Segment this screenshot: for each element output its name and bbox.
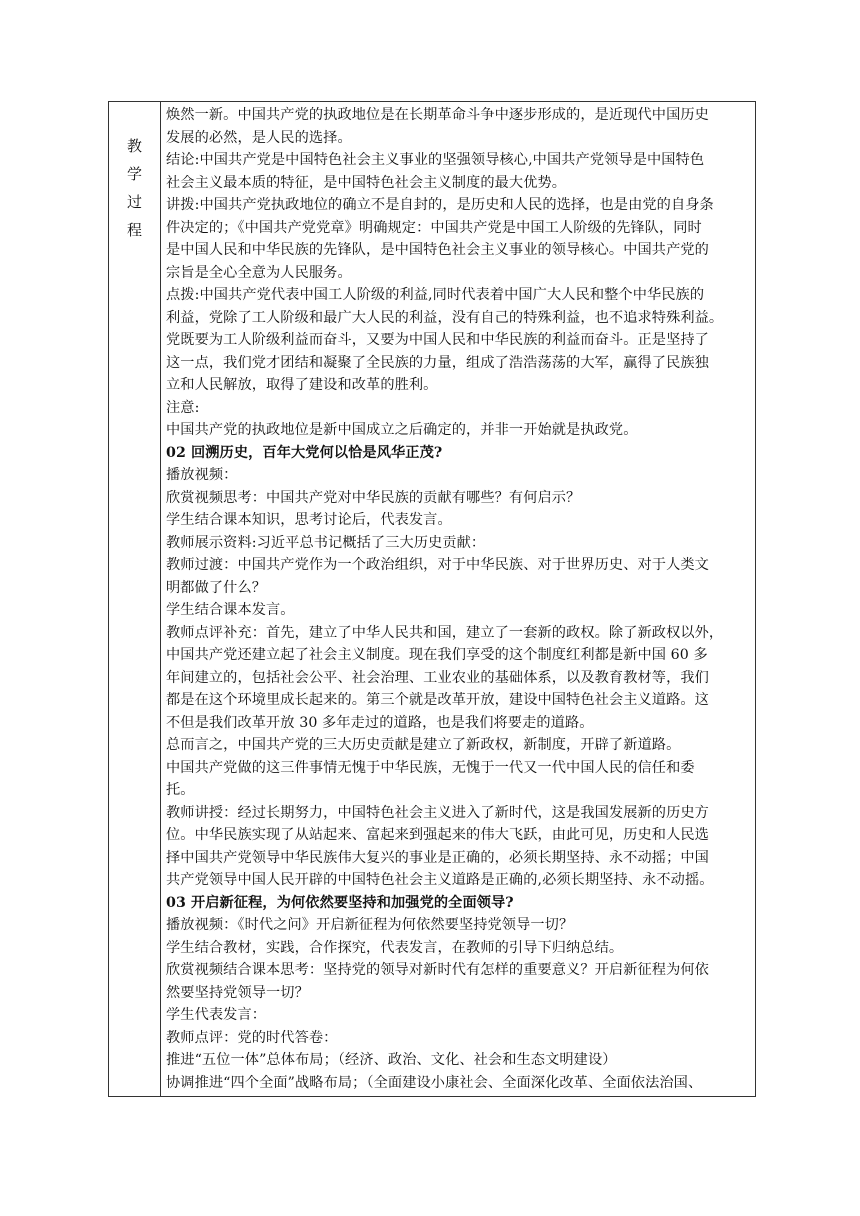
text-line: 件决定的；《中国共产党党章》明确规定：中国共产党是中国工人阶级的先锋队，同时 [166, 219, 702, 236]
column-divider [160, 102, 161, 1096]
text-line: 宗旨是全心全意为人民服务。 [166, 264, 352, 281]
section-label-char: 学 [126, 165, 142, 183]
text-line: 学生结合课本知识，思考讨论后，代表发言。 [166, 512, 452, 528]
text-line: 党既要为工人阶级利益而奋斗，又要为中国人民和中华民族的利益而奋斗。正是坚持了 [166, 332, 709, 348]
lesson-content [166, 104, 756, 1094]
text-line: 托。 [166, 782, 195, 798]
text-line: 总而言之，中国共产党的三大历史贡献是建立了新政权，新制度，开辟了新道路。 [166, 737, 681, 753]
text-line: 教师点评补充：首先，建立了中华人民共和国，建立了一套新的政权。除了新政权以外， [166, 624, 724, 641]
text-line: 这一点，我们党才团结和凝聚了全民族的力量，组成了浩浩荡荡的大军，赢得了民族独 [166, 354, 709, 371]
text-line: 注意: [166, 399, 200, 416]
text-line: 点拨:中国共产党代表中国工人阶级的利益,同时代表着中国广大人民和整个中华民族的 [166, 287, 705, 303]
section-label [109, 132, 160, 244]
text-line: 学生结合教材，实践，合作探究，代表发言，在教师的引导下归纳总结。 [166, 939, 624, 956]
text-line: 推进“五位一体”总体布局；（经济、政治、文化、社会和生态文明建设） [166, 1052, 617, 1068]
text-line: 社会主义最本质的特征，是中国特色社会主义制度的最大优势。 [166, 174, 567, 191]
text-line: 中国共产党做的这三件事情无愧于中华民族，无愧于一代又一代中国人民的信任和委 [166, 759, 695, 776]
text-line: 教师讲授：经过长期努力，中国特色社会主义进入了新时代，这是我国发展新的历史方 [166, 804, 709, 821]
text-line: 讲拨:中国共产党执政地位的确立不是自封的，是历史和人民的选择，也是由党的自身条 [166, 197, 714, 213]
text-line: 位。中华民族实现了从站起来、富起来到强起来的伟大飞跃，由此可见，历史和人民选 [166, 827, 709, 843]
text-line: 中国共产党还建立起了社会主义制度。现在我们享受的这个制度红利都是新中国 60 多 [166, 647, 708, 663]
section-label-char: 过 [126, 193, 142, 211]
text-line: 欣赏视频思考：中国共产党对中华民族的贡献有哪些？有何启示？ [166, 489, 581, 506]
text-line: 教师过渡：中国共产党作为一个政治组织，对于中华民族、对于世界历史、对于人类文 [166, 557, 709, 573]
text-line: 教师展示资料:习近平总书记概括了三大历史贡献： [166, 534, 486, 551]
text-line: 共产党领导中国人民开辟的中国特色社会主义道路是正确的,必须长期坚持、永不动摇。 [166, 872, 714, 888]
lesson-table [108, 101, 756, 1097]
text-line: 播放视频：《时代之问》开启新征程为何依然要坚持党领导一切？ [166, 917, 574, 933]
section-label-char: 程 [126, 221, 142, 239]
section-heading: 03 开启新征程，为何依然要坚持和加强党的全面领导? [166, 894, 514, 911]
text-line: 然要坚持党领导一切？ [166, 984, 309, 1001]
text-line: 结论:中国共产党是中国特色社会主义事业的坚强领导核心,中国共产党领导是中国特色 [166, 152, 705, 168]
text-line: 教师点评：党的时代答卷： [166, 1029, 338, 1046]
text-line: 不但是我们改革开放 30 多年走过的道路，也是我们将要走的道路。 [166, 714, 594, 731]
text-line: 中国共产党的执政地位是新中国成立之后确定的，并非一开始就是执政党。 [166, 422, 638, 438]
text-line: 焕然一新。中国共产党的执政地位是在长期革命斗争中逐步形成的，是近现代中国历史 [166, 107, 709, 123]
text-line: 都是在这个环境里成长起来的。第三个就是改革开放，建设中国特色社会主义道路。这 [166, 692, 709, 708]
text-line: 发展的必然，是人民的选择。 [166, 129, 352, 146]
text-line: 立和人民解放，取得了建设和改革的胜利。 [166, 377, 438, 393]
text-line: 欣赏视频结合课本思考：坚持党的领导对新时代有怎样的重要意义？开启新征程为何依 [166, 962, 709, 978]
section-label-char: 教 [126, 137, 142, 155]
text-line: 学生代表发言： [166, 1007, 267, 1023]
text-line: 协调推进“四个全面”战略布局；（全面建设小康社会、全面深化改革、全面依法治国、 [166, 1074, 703, 1091]
text-line: 择中国共产党领导中华民族伟大复兴的事业是正确的，必须长期坚持、永不动摇；中国 [166, 849, 709, 866]
text-line: 利益，党除了工人阶级和最广大人民的利益，没有自己的特殊利益，也不追求特殊利益。 [166, 309, 724, 326]
text-line: 年间建立的，包括社会公平、社会治理、工业农业的基础体系，以及教育教材等，我们 [166, 669, 709, 686]
text-line: 是中国人民和中华民族的先锋队，是中国特色社会主义事业的领导核心。中国共产党的 [166, 242, 709, 258]
text-line: 播放视频： [166, 467, 238, 483]
text-line: 学生结合课本发言。 [166, 602, 295, 618]
text-line: 明都做了什么？ [166, 579, 267, 596]
section-heading: 02 回溯历史，百年大党何以恰是风华正茂? [166, 444, 443, 461]
